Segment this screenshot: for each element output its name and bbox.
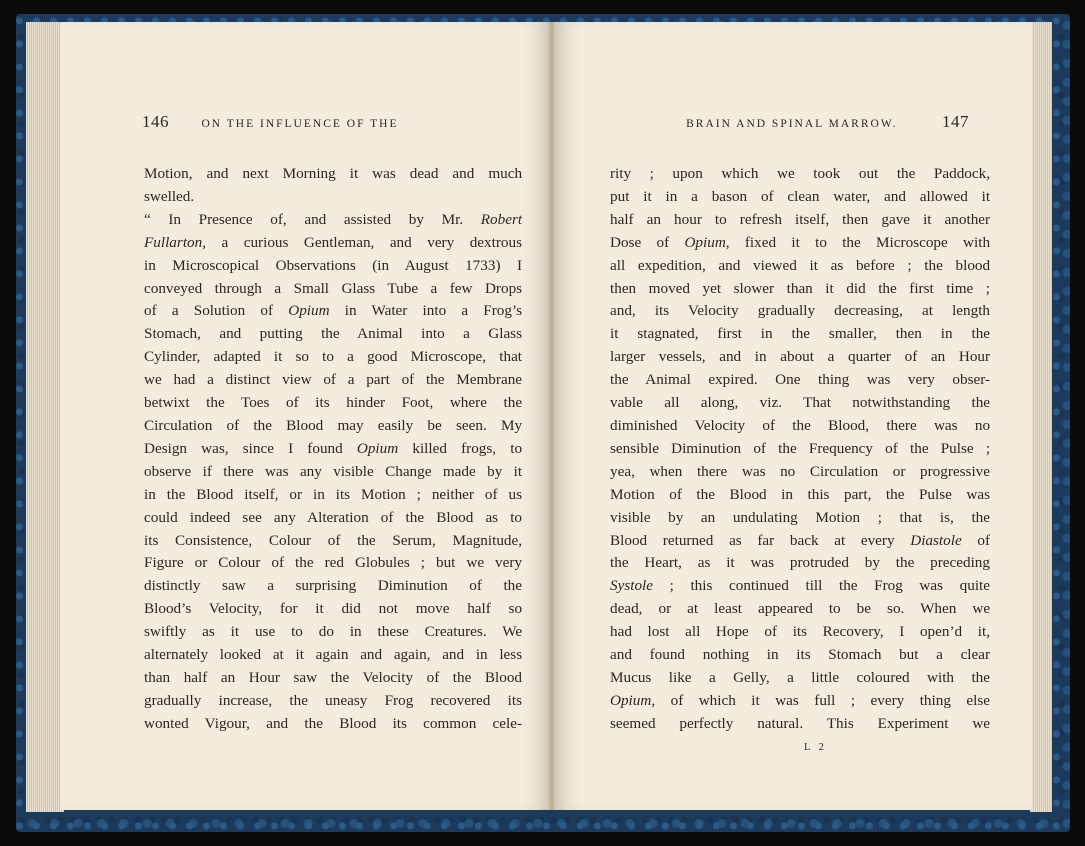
text-line: sensible Diminution of the Frequency of the Pulse ; — [610, 439, 991, 457]
text-line: “ In Presence of, and assisted by Mr. Robert — [144, 210, 523, 228]
text-line: wonted Vigour, and the Blood its common cele- — [144, 714, 523, 732]
text-line: in Microscopical Observations (in August 1733) I — [144, 256, 523, 274]
text-line: Systole ; this continued till the Frog was quite — [610, 577, 991, 595]
right-page-number: 147 — [942, 112, 969, 131]
text-line: Dose of Opium, fixed it to the Microscope with — [610, 233, 991, 251]
text-line: half an hour to refresh itself, then gave it another — [610, 210, 991, 228]
text-line: seemed perfectly natural. This Experiment we — [610, 714, 991, 732]
page-edges-right — [1030, 22, 1052, 812]
left-running-head: ON THE INFLUENCE OF THE — [201, 118, 399, 130]
text-line: than half an Hour saw the Velocity of the Blood — [144, 668, 523, 686]
text-line: Opium, of which it was full ; every thing else — [610, 691, 990, 709]
text-line: conveyed through a Small Glass Tube a few Drops — [144, 279, 523, 297]
text-line: swelled. — [144, 187, 195, 205]
text-line: visible by an undulating Motion ; that is, the — [610, 508, 990, 526]
text-line: Blood’s Velocity, for it did not move half so — [144, 600, 523, 618]
text-line: swiftly as it use to do in these Creatures. We — [144, 623, 523, 641]
text-line: Fullarton, a curious Gentleman, and very dextrous — [144, 233, 522, 251]
text-line: Blood returned as far back at every Diastole of — [610, 531, 991, 549]
text-line: the Animal expired. One thing was very obser- — [610, 371, 991, 389]
text-line: gradually increase, the uneasy Frog recovered its — [144, 691, 522, 709]
text-line: Circulation of the Blood may easily be seen. My — [144, 416, 523, 434]
text-line: Design was, since I found Opium killed frogs, to — [144, 439, 523, 457]
left-page-body — [144, 163, 522, 736]
text-line: Stomach, and putting the Animal into a Glass — [144, 325, 522, 343]
text-line: put it in a bason of clean water, and allowed it — [610, 187, 991, 205]
text-line: vable all along, viz. That notwithstanding the — [610, 394, 991, 412]
text-line: Figure or Colour of the red Globules ; but we very — [144, 554, 523, 572]
text-line: larger vessels, and in about a quarter of an Hour — [610, 348, 991, 366]
left-page-header — [142, 112, 399, 132]
text-line: yea, when there was no Circulation or progressive — [610, 462, 991, 480]
text-line: of a Solution of Opium in Water into a Frog’s — [144, 302, 523, 320]
left-page — [60, 22, 550, 810]
text-line: we had a distinct view of a part of the Membrane — [144, 371, 523, 389]
text-line: had lost all Hope of its Recovery, I open’d it, — [610, 623, 990, 641]
text-line: distinctly saw a surprising Diminution of the — [144, 577, 523, 595]
left-page-number: 146 — [142, 112, 169, 131]
text-line: rity ; upon which we took out the Paddock, — [610, 165, 991, 182]
text-line: observe if there was any visible Change made by it — [144, 462, 523, 480]
text-line: Mucus like a Gelly, a little coloured with the — [610, 668, 990, 686]
text-line: Cylinder, adapted it so to a good Microscope, that — [144, 348, 523, 366]
text-line: alternately looked at it again and again, and in less — [144, 646, 523, 664]
text-line: betwixt the Toes of its hinder Foot, where the — [144, 394, 523, 412]
right-page — [554, 22, 1032, 810]
text-line: the Heart, as it was protruded by the preceding — [610, 554, 990, 572]
text-line: it stagnated, first in the smaller, then in the — [610, 325, 991, 343]
text-line: dead, or at least appeared to be so. When we — [610, 600, 991, 618]
page-edges-left — [26, 22, 64, 812]
text-line: and found nothing in its Stomach but a clear — [610, 646, 991, 664]
text-line: then moved yet slower than it did the first time ; — [610, 279, 991, 297]
right-page-header — [554, 112, 969, 132]
text-line: could indeed see any Alteration of the Blood as to — [144, 508, 523, 526]
text-line: in the Blood itself, or in its Motion ; neither of us — [144, 485, 522, 503]
text-line: all expedition, and viewed it as before ; the blood — [610, 256, 991, 274]
right-page-body — [610, 163, 990, 736]
text-line: its Consistence, Colour of the Serum, Magnitude, — [144, 531, 523, 549]
right-running-head: BRAIN AND SPINAL MARROW. — [686, 118, 898, 130]
text-line: Motion, and next Morning it was dead and much — [144, 165, 523, 182]
text-line: diminished Velocity of the Blood, there was no — [610, 416, 991, 434]
text-line: Motion of the Blood in this part, the Pulse was — [610, 485, 991, 503]
signature-mark: L 2 — [804, 742, 827, 753]
text-line: and, its Velocity gradually decreasing, at length — [610, 302, 991, 320]
